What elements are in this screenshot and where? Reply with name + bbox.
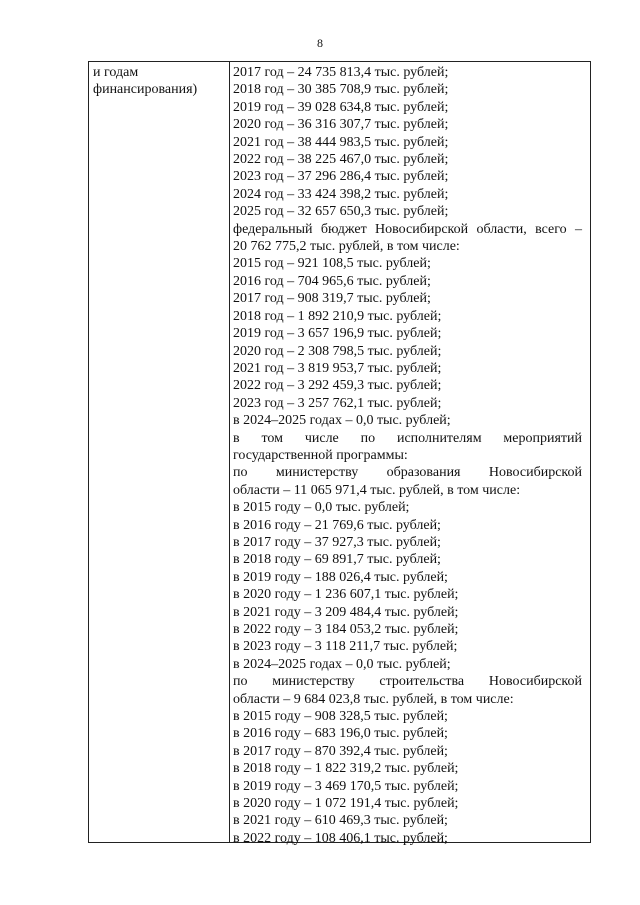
right-cell-line: 2022 год – 3 292 459,3 тыс. рублей; bbox=[233, 378, 442, 394]
right-cell-line: в 2024–2025 годах – 0,0 тыс. рублей; bbox=[233, 413, 451, 429]
right-cell-line: в 2017 году – 870 392,4 тыс. рублей; bbox=[233, 743, 448, 759]
right-cell-line: 2016 год – 704 965,6 тыс. рублей; bbox=[233, 273, 431, 289]
left-cell bbox=[93, 64, 227, 99]
funding-table bbox=[88, 61, 591, 846]
right-cell-line: 2020 год – 36 316 307,7 тыс. рублей; bbox=[233, 117, 449, 133]
page-number: 8 bbox=[317, 36, 323, 50]
right-cell-line: 2018 год – 1 892 210,9 тыс. рублей; bbox=[233, 308, 442, 324]
right-cell-line: федеральный бюджет Новосибирской области, всего – bbox=[233, 221, 582, 237]
right-cell-line: 2017 год – 908 319,7 тыс. рублей; bbox=[233, 291, 431, 307]
right-cell-line: по министерству образования Новосибирской bbox=[233, 465, 582, 481]
right-cell-line: в 2015 году – 0,0 тыс. рублей; bbox=[233, 500, 410, 516]
right-cell-line: 2021 год – 3 819 953,7 тыс. рублей; bbox=[233, 360, 442, 376]
right-cell-line: 2022 год – 38 225 467,0 тыс. рублей; bbox=[233, 152, 449, 168]
right-cell-line: в 2017 году – 37 927,3 тыс. рублей; bbox=[233, 534, 441, 550]
right-cell-line: 2024 год – 33 424 398,2 тыс. рублей; bbox=[233, 186, 449, 202]
right-cell-line: государственной программы: bbox=[233, 447, 408, 463]
right-cell-line: в 2019 году – 188 026,4 тыс. рублей; bbox=[233, 569, 448, 585]
right-cell bbox=[233, 64, 582, 847]
left-cell-line: финансирования) bbox=[93, 82, 198, 98]
right-cell-line: в 2022 году – 108 406,1 тыс. рублей; bbox=[233, 830, 448, 846]
right-cell-line: в 2016 году – 21 769,6 тыс. рублей; bbox=[233, 517, 441, 533]
left-cell-line: и годам bbox=[93, 65, 139, 80]
right-cell-line: по министерству строительства Новосибирской bbox=[233, 674, 582, 690]
right-cell-line: в 2021 году – 610 469,3 тыс. рублей; bbox=[233, 813, 448, 829]
right-cell-line: в 2024–2025 годах – 0,0 тыс. рублей; bbox=[233, 656, 451, 672]
right-cell-line: 2023 год – 3 257 762,1 тыс. рублей; bbox=[233, 395, 442, 411]
right-cell-line: в 2018 году – 69 891,7 тыс. рублей; bbox=[233, 552, 441, 568]
right-cell-line: 2020 год – 2 308 798,5 тыс. рублей; bbox=[233, 343, 442, 359]
right-cell-line: в 2020 году – 1 072 191,4 тыс. рублей; bbox=[233, 796, 459, 812]
right-cell-line: в 2020 году – 1 236 607,1 тыс. рублей; bbox=[233, 587, 459, 603]
right-cell-line: 2019 год – 39 028 634,8 тыс. рублей; bbox=[233, 99, 449, 115]
right-cell-line: в 2023 году – 3 118 211,7 тыс. рублей; bbox=[233, 639, 458, 655]
right-cell-line: области – 11 065 971,4 тыс. рублей, в том числе: bbox=[233, 482, 521, 498]
column-divider bbox=[229, 62, 230, 842]
right-cell-line: 2018 год – 30 385 708,9 тыс. рублей; bbox=[233, 82, 449, 98]
right-cell-line: в 2021 году – 3 209 484,4 тыс. рублей; bbox=[233, 604, 459, 620]
right-cell-line: 20 762 775,2 тыс. рублей, в том числе: bbox=[233, 239, 460, 255]
right-cell-line: 2015 год – 921 108,5 тыс. рублей; bbox=[233, 256, 431, 272]
right-cell-line: в 2015 году – 908 328,5 тыс. рублей; bbox=[233, 709, 448, 725]
right-cell-line: области – 9 684 023,8 тыс. рублей, в том числе: bbox=[233, 691, 514, 707]
right-cell-line: 2017 год – 24 735 813,4 тыс. рублей; bbox=[233, 65, 449, 80]
right-cell-line: 2025 год – 32 657 650,3 тыс. рублей; bbox=[233, 204, 449, 220]
right-cell-line: 2023 год – 37 296 286,4 тыс. рублей; bbox=[233, 169, 449, 185]
right-cell-line: 2021 год – 38 444 983,5 тыс. рублей; bbox=[233, 134, 449, 150]
right-cell-line: в 2022 году – 3 184 053,2 тыс. рублей; bbox=[233, 622, 459, 637]
right-cell-line: в том числе по исполнителям мероприятий bbox=[233, 430, 582, 446]
right-cell-line: в 2018 году – 1 822 319,2 тыс. рублей; bbox=[233, 761, 459, 777]
right-cell-line: в 2019 году – 3 469 170,5 тыс. рублей; bbox=[233, 778, 459, 794]
right-cell-line: в 2016 году – 683 196,0 тыс. рублей; bbox=[233, 726, 448, 742]
right-cell-line: 2019 год – 3 657 196,9 тыс. рублей; bbox=[233, 326, 442, 342]
